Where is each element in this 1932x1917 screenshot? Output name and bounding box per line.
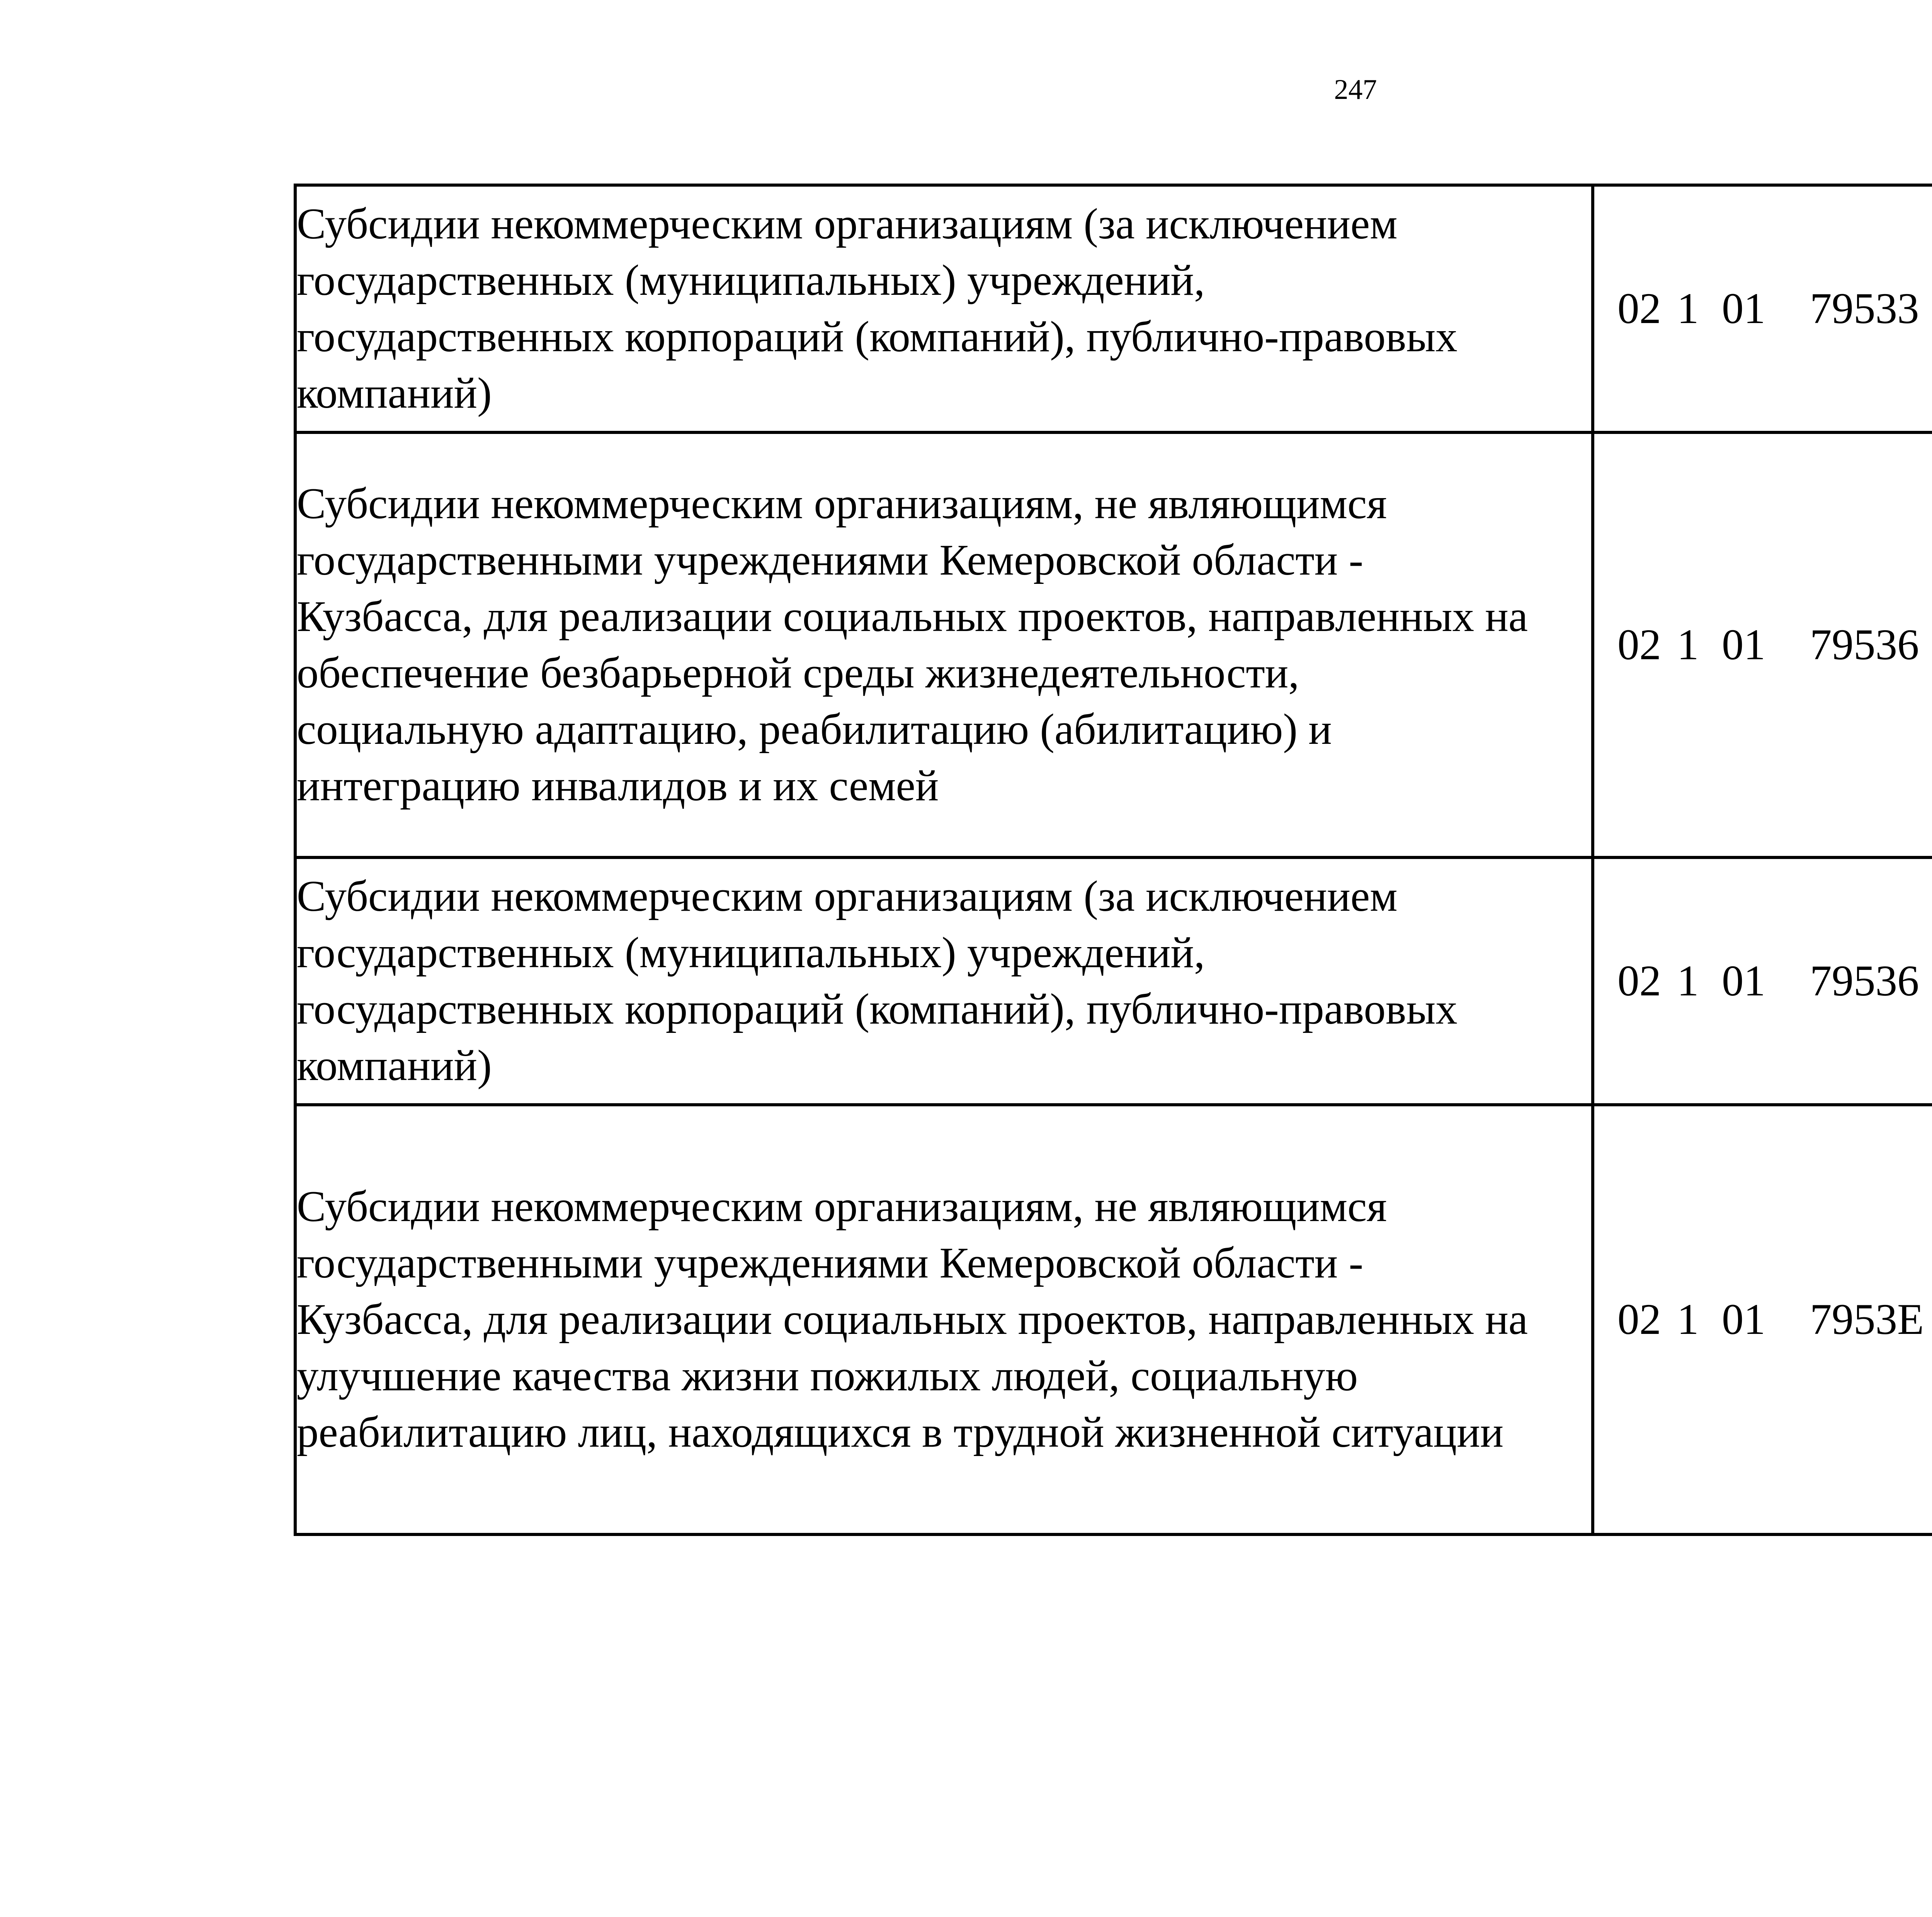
budget-table <box>294 184 1932 1536</box>
code-direction: 79533 <box>1810 284 1919 333</box>
code-program: 02 <box>1617 621 1661 669</box>
table-row <box>295 185 1932 432</box>
code-program: 02 <box>1617 284 1661 333</box>
code-direction: 79536 <box>1810 957 1919 1005</box>
row-description: Субсидии некоммерческим организациям (за исключением государственных (муниципальных) учреждений, государственных корпораций (компаний), публично-правовых компаний) <box>295 185 1593 432</box>
table-row <box>295 857 1932 1105</box>
target-code <box>1593 432 1932 857</box>
code-subprogram: 1 <box>1677 957 1699 1005</box>
code-subprogram: 1 <box>1677 1295 1699 1344</box>
row-description: Субсидии некоммерческим организациям, не являющимся государственными учреждениями Кемеровской области - Кузбасса, для реализации социальных проектов, направленных на обеспечение безбарьерной среды жизнедеятельности, социальную адаптацию, реабилитацию (абилитацию) и интеграцию инвалидов и их семей <box>295 432 1593 857</box>
table-row <box>295 432 1932 857</box>
code-event: 01 <box>1722 957 1765 1005</box>
code-event: 01 <box>1722 284 1765 333</box>
code-event: 01 <box>1722 1295 1765 1344</box>
code-event: 01 <box>1722 621 1765 669</box>
table-row <box>295 1105 1932 1534</box>
target-code <box>1593 185 1932 432</box>
target-code <box>1593 1105 1932 1534</box>
target-code <box>1593 857 1932 1105</box>
code-program: 02 <box>1617 1295 1661 1344</box>
code-direction: 79536 <box>1810 621 1919 669</box>
code-subprogram: 1 <box>1677 284 1699 333</box>
row-description: Субсидии некоммерческим организациям (за исключением государственных (муниципальных) учреждений, государственных корпораций (компаний), публично-правовых компаний) <box>295 857 1593 1105</box>
code-subprogram: 1 <box>1677 621 1699 669</box>
code-program: 02 <box>1617 957 1661 1005</box>
code-direction: 7953Е <box>1810 1295 1924 1344</box>
page-number: 247 <box>1334 74 1377 105</box>
row-description: Субсидии некоммерческим организациям, не являющимся государственными учреждениями Кемеровской области - Кузбасса, для реализации социальных проектов, направленных на улучшение качества жизни пожилых людей, социальную реабилитацию лиц, находящихся в трудной жизненной ситуации <box>295 1105 1593 1534</box>
